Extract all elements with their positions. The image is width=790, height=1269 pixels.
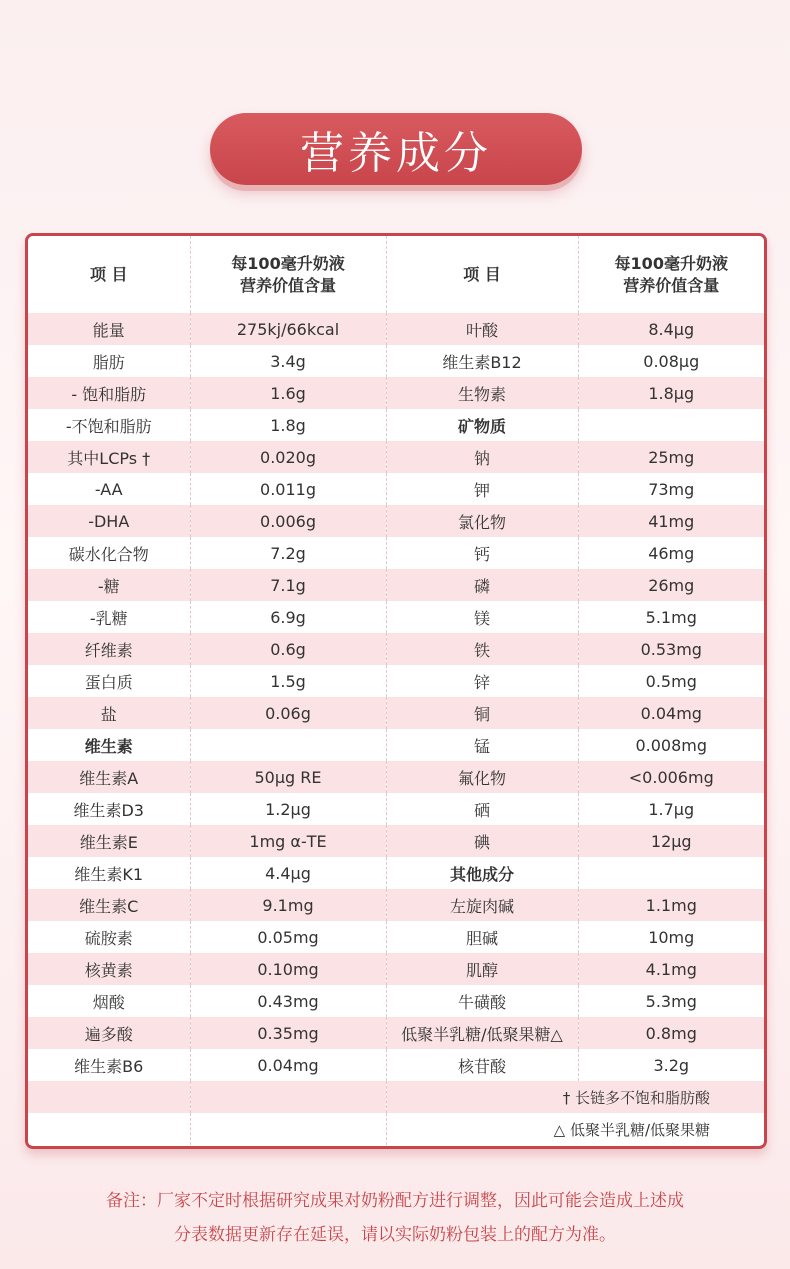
nutrient-name-left: -AA (28, 473, 190, 505)
empty-cell (190, 1081, 386, 1113)
table-row (28, 761, 764, 793)
nutrient-value-right: 41mg (578, 505, 764, 537)
nutrient-name-right: 核苷酸 (386, 1049, 578, 1081)
nutrient-value-right (578, 409, 764, 441)
nutrient-name-left: 烟酸 (28, 985, 190, 1017)
nutrient-value-right: 0.008mg (578, 729, 764, 761)
footnote-line-2: 分表数据更新存在延误，请以实际奶粉包装上的配方为准。 (174, 1225, 616, 1245)
header-value-left-line1: 每100毫升奶液 (231, 253, 345, 273)
title-banner (210, 113, 582, 185)
nutrient-name-right: 铁 (386, 633, 578, 665)
nutrient-value-left: 1.8g (190, 409, 386, 441)
table-row (28, 889, 764, 921)
nutrient-name-right: 氟化物 (386, 761, 578, 793)
table-row (28, 633, 764, 665)
table-row (28, 505, 764, 537)
nutrient-name-right: 牛磺酸 (386, 985, 578, 1017)
nutrient-value-right: 8.4μg (578, 313, 764, 345)
table-row (28, 537, 764, 569)
nutrient-value-right: 3.2g (578, 1049, 764, 1081)
nutrient-name-left: -DHA (28, 505, 190, 537)
header-value-left (190, 236, 386, 313)
nutrient-value-right: 46mg (578, 537, 764, 569)
table-row (28, 1017, 764, 1049)
nutrient-name-right: 其他成分 (386, 857, 578, 889)
nutrient-name-right: 钠 (386, 441, 578, 473)
nutrient-name-right: 生物素 (386, 377, 578, 409)
header-item-left: 项 目 (28, 236, 190, 313)
nutrient-value-right: 0.53mg (578, 633, 764, 665)
table-row (28, 601, 764, 633)
nutrient-name-right: 锰 (386, 729, 578, 761)
table-row (28, 953, 764, 985)
nutrient-value-right: 0.04mg (578, 697, 764, 729)
table-row (28, 1049, 764, 1081)
nutrient-name-right: 维生素B12 (386, 345, 578, 377)
nutrient-value-right: 10mg (578, 921, 764, 953)
nutrient-name-right: 钙 (386, 537, 578, 569)
nutrient-name-left: 维生素E (28, 825, 190, 857)
table-row (28, 793, 764, 825)
header-item-right: 项 目 (386, 236, 578, 313)
nutrient-name-left: 脂肪 (28, 345, 190, 377)
nutrient-name-left: 遍多酸 (28, 1017, 190, 1049)
nutrition-table-container (25, 233, 767, 1149)
nutrient-value-left: 0.006g (190, 505, 386, 537)
table-note-dagger: † 长链多不饱和脂肪酸 (386, 1081, 764, 1113)
nutrient-value-right: 4.1mg (578, 953, 764, 985)
table-note-triangle: △ 低聚半乳糖/低聚果糖 (386, 1113, 764, 1145)
footnote-row-triangle (28, 1113, 764, 1145)
empty-cell (28, 1081, 190, 1113)
nutrient-name-left: 能量 (28, 313, 190, 345)
nutrient-value-right: 1.1mg (578, 889, 764, 921)
nutrient-name-left: 维生素D3 (28, 793, 190, 825)
nutrient-value-left: 0.43mg (190, 985, 386, 1017)
table-row (28, 729, 764, 761)
nutrient-name-left: 维生素A (28, 761, 190, 793)
table-row (28, 825, 764, 857)
nutrient-value-right: 1.7μg (578, 793, 764, 825)
nutrient-value-left (190, 729, 386, 761)
table-row (28, 377, 764, 409)
table-row (28, 409, 764, 441)
nutrient-value-right: 0.5mg (578, 665, 764, 697)
nutrient-value-right (578, 857, 764, 889)
nutrient-value-left: 0.6g (190, 633, 386, 665)
nutrient-name-left: 维生素K1 (28, 857, 190, 889)
empty-cell (28, 1113, 190, 1145)
header-value-right-line2: 营养价值含量 (623, 275, 720, 295)
nutrient-value-right: <0.006mg (578, 761, 764, 793)
nutrient-value-left: 9.1mg (190, 889, 386, 921)
nutrient-name-right: 肌醇 (386, 953, 578, 985)
nutrient-name-right: 磷 (386, 569, 578, 601)
nutrient-name-right: 碘 (386, 825, 578, 857)
nutrient-name-left: 纤维素 (28, 633, 190, 665)
nutrient-value-left: 1.6g (190, 377, 386, 409)
nutrient-name-left: 硫胺素 (28, 921, 190, 953)
nutrient-value-left: 50μg RE (190, 761, 386, 793)
nutrient-name-left: -不饱和脂肪 (28, 409, 190, 441)
page-title: 营养成分 (300, 128, 492, 179)
nutrient-name-left: 维生素B6 (28, 1049, 190, 1081)
table-row (28, 985, 764, 1017)
nutrient-value-left: 1mg α-TE (190, 825, 386, 857)
nutrient-value-left: 0.04mg (190, 1049, 386, 1081)
nutrient-name-left: 蛋白质 (28, 665, 190, 697)
nutrient-value-left: 1.2μg (190, 793, 386, 825)
nutrient-value-right: 73mg (578, 473, 764, 505)
nutrient-name-left: -糖 (28, 569, 190, 601)
nutrient-name-left: 核黄素 (28, 953, 190, 985)
table-row (28, 569, 764, 601)
table-row (28, 441, 764, 473)
nutrient-value-left: 0.10mg (190, 953, 386, 985)
nutrient-value-left: 0.35mg (190, 1017, 386, 1049)
nutrient-value-left: 0.05mg (190, 921, 386, 953)
nutrient-value-left: 7.1g (190, 569, 386, 601)
nutrient-value-left: 0.011g (190, 473, 386, 505)
nutrient-value-left: 7.2g (190, 537, 386, 569)
footnote (40, 1184, 750, 1252)
nutrient-name-right: 氯化物 (386, 505, 578, 537)
footnote-row-dagger (28, 1081, 764, 1113)
nutrient-name-right: 钾 (386, 473, 578, 505)
footnote-line-1: 备注：厂家不定时根据研究成果对奶粉配方进行调整，因此可能会造成上述成 (106, 1191, 684, 1211)
nutrient-name-right: 低聚半乳糖/低聚果糖△ (386, 1017, 578, 1049)
nutrient-name-right: 胆碱 (386, 921, 578, 953)
table-row (28, 857, 764, 889)
nutrient-name-right: 左旋肉碱 (386, 889, 578, 921)
nutrient-value-left: 0.020g (190, 441, 386, 473)
nutrient-value-left: 275kj/66kcal (190, 313, 386, 345)
table-row (28, 313, 764, 345)
table-row (28, 697, 764, 729)
nutrient-value-right: 25mg (578, 441, 764, 473)
nutrient-value-left: 0.06g (190, 697, 386, 729)
nutrient-value-left: 6.9g (190, 601, 386, 633)
header-value-left-line2: 营养价值含量 (239, 275, 336, 295)
nutrient-value-right: 5.1mg (578, 601, 764, 633)
nutrient-value-left: 1.5g (190, 665, 386, 697)
nutrition-table (28, 236, 764, 1145)
table-body (28, 313, 764, 1145)
nutrient-value-left: 3.4g (190, 345, 386, 377)
nutrient-name-left: 其中LCPs † (28, 441, 190, 473)
table-row (28, 921, 764, 953)
nutrient-name-right: 铜 (386, 697, 578, 729)
nutrient-name-left: 维生素 (28, 729, 190, 761)
header-value-right-line1: 每100毫升奶液 (614, 253, 728, 273)
nutrient-name-right: 镁 (386, 601, 578, 633)
nutrient-name-left: 维生素C (28, 889, 190, 921)
nutrient-value-right: 12μg (578, 825, 764, 857)
table-row (28, 665, 764, 697)
nutrient-value-right: 0.08μg (578, 345, 764, 377)
nutrient-value-right: 26mg (578, 569, 764, 601)
nutrient-name-left: -乳糖 (28, 601, 190, 633)
nutrient-name-left: 碳水化合物 (28, 537, 190, 569)
nutrient-value-right: 0.8mg (578, 1017, 764, 1049)
nutrient-name-right: 锌 (386, 665, 578, 697)
table-row (28, 345, 764, 377)
nutrient-value-right: 5.3mg (578, 985, 764, 1017)
nutrient-name-right: 硒 (386, 793, 578, 825)
table-row (28, 473, 764, 505)
nutrient-name-left: - 饱和脂肪 (28, 377, 190, 409)
nutrient-name-left: 盐 (28, 697, 190, 729)
table-header-row (28, 236, 764, 313)
nutrient-name-right: 叶酸 (386, 313, 578, 345)
nutrient-value-left: 4.4μg (190, 857, 386, 889)
nutrient-name-right: 矿物质 (386, 409, 578, 441)
nutrient-value-right: 1.8μg (578, 377, 764, 409)
empty-cell (190, 1113, 386, 1145)
header-value-right (578, 236, 764, 313)
